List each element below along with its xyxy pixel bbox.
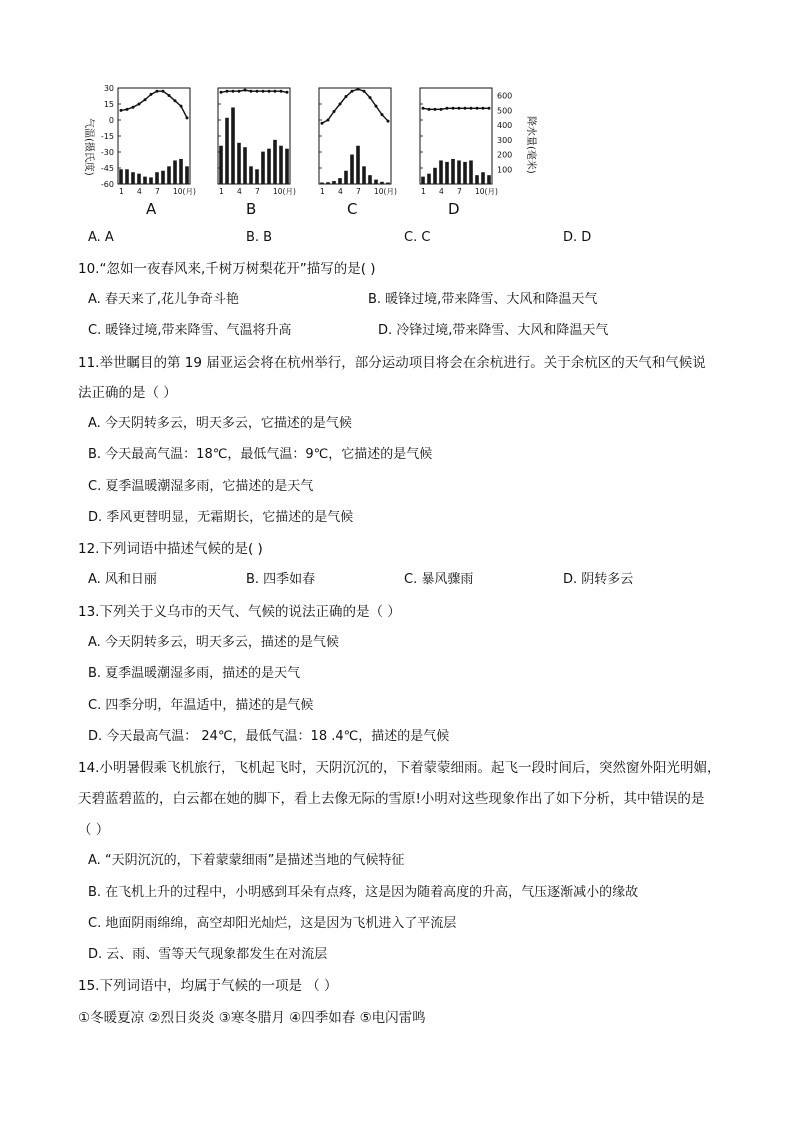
right-tick-label: 300 <box>497 135 513 145</box>
month-tick-label: 1 <box>320 187 325 196</box>
precipitation-bar <box>320 183 324 184</box>
chart-panel-label: D <box>448 200 460 218</box>
chart-frame <box>420 88 492 184</box>
precipitation-bar <box>344 171 348 184</box>
temperature-point <box>168 94 171 97</box>
question-10-stem: 10.“忽如一夜春风来,千树万树梨花开”描写的是( ) <box>78 261 376 277</box>
month-tick-label: 7 <box>356 187 361 196</box>
chart-panels <box>118 88 498 218</box>
precipitation-bar <box>237 143 241 184</box>
temperature-line <box>423 108 489 109</box>
temperature-point <box>256 90 259 93</box>
precipitation-bar <box>326 182 330 184</box>
precipitation-bar <box>481 172 485 184</box>
precipitation-bar <box>261 152 265 184</box>
precipitation-bar <box>368 175 372 184</box>
left-tick-label: 30 <box>103 84 114 93</box>
q9-option-d[interactable]: D. D <box>563 230 592 245</box>
right-axis-ticks <box>497 92 512 175</box>
temperature-point <box>452 107 455 110</box>
q9-option-b[interactable]: B. B <box>246 230 273 245</box>
temperature-point <box>464 107 467 110</box>
precipitation-bar <box>279 146 283 184</box>
month-tick-label: 1 <box>421 187 426 196</box>
left-tick-label: -45 <box>100 164 114 173</box>
q9-option-a[interactable]: A. A <box>88 230 114 245</box>
precipitation-bar <box>362 166 366 184</box>
temperature-line <box>121 91 187 118</box>
precipitation-bar <box>185 166 189 184</box>
temperature-point <box>186 116 189 119</box>
temperature-point <box>327 119 330 122</box>
q11-option-a[interactable]: A. 今天阴转多云，明天多云，它描述的是气候 <box>88 416 352 431</box>
precipitation-bar <box>125 169 129 184</box>
question-15-items: ①冬暖夏凉 ②烈日炎炎 ③寒冬腊月 ④四季如春 ⑤电闪雷鸣 <box>78 1010 426 1026</box>
temperature-point <box>268 90 271 93</box>
month-tick-label: 7 <box>155 187 160 196</box>
chart-panel-label: C <box>347 200 358 218</box>
temperature-point <box>244 89 247 92</box>
precipitation-bar <box>149 177 153 184</box>
precipitation-bar <box>225 118 229 184</box>
precipitation-bar <box>167 166 171 184</box>
temperature-point <box>446 107 449 110</box>
question-11-stem: 11.举世瞩目的第 19 届亚运会将在杭州举行，部分运动项目将会在余杭进行。关于余杭区的天气和气候说 <box>78 355 706 371</box>
month-tick-label: 4 <box>338 187 343 196</box>
month-tick-label: 7 <box>457 187 462 196</box>
question-12-stem: 12.下列词语中描述气候的是( ) <box>78 541 263 557</box>
chart-frame <box>319 88 391 184</box>
precipitation-bar <box>332 181 336 184</box>
precipitation-bar <box>285 149 289 184</box>
left-axis-label: 气温(摄氏度) <box>83 118 94 176</box>
temperature-point <box>156 90 159 93</box>
climate-chart-a <box>118 88 196 218</box>
question-15-stem: 15.下列词语中，均属于气候的一项是 （ ） <box>78 978 338 994</box>
left-tick-label: -15 <box>100 132 114 141</box>
q10-option-d[interactable]: D. 冷锋过境,带来降雪、大风和降温天气 <box>378 323 609 338</box>
precipitation-bar <box>143 177 147 184</box>
precipitation-bar <box>421 177 425 184</box>
q14-option-d[interactable]: D. 云、雨、雪等天气现象都发生在对流层 <box>88 947 328 962</box>
temperature-point <box>333 110 336 113</box>
right-axis-label: 降水量(毫米) <box>525 116 536 174</box>
chart-panel-label: B <box>246 200 257 218</box>
q13-option-d[interactable]: D. 今天最高气温： 24℃，最低气温：18 .4℃，描述的是气候 <box>88 729 450 744</box>
q12-option-b[interactable]: B. 四季如春 <box>246 572 316 587</box>
precipitation-bar <box>161 171 165 184</box>
q12-option-a[interactable]: A. 风和日丽 <box>88 572 157 587</box>
month-tick-label: 4 <box>137 187 142 196</box>
temperature-point <box>321 122 324 125</box>
temperature-point <box>250 90 253 93</box>
temperature-line <box>322 89 388 123</box>
temperature-point <box>126 108 129 111</box>
month-tick-label: 10(月) <box>374 187 397 196</box>
precipitation-bar <box>273 140 277 184</box>
temperature-point <box>132 106 135 109</box>
q9-option-c[interactable]: C. C <box>404 230 431 245</box>
question-14-stem: 14.小明暑假乘飞机旅行，飞机起飞时，天阴沉沉的，下着蒙蒙细雨。起飞一段时间后，突然窗外阳光明媚， <box>78 760 721 776</box>
precipitation-bar <box>445 162 449 184</box>
right-tick-label: 200 <box>497 150 513 160</box>
chart-panel-label: A <box>146 200 157 218</box>
precipitation-bar <box>487 175 491 184</box>
left-axis-ticks <box>101 84 114 189</box>
climate-chart-b <box>218 88 296 218</box>
temperature-point <box>422 107 425 110</box>
temperature-point <box>274 90 277 93</box>
temperature-point <box>220 91 223 94</box>
q11-option-d[interactable]: D. 季风更替明显，无霜期长，它描述的是气候 <box>88 510 354 525</box>
question-11-stem-cont: 法正确的是（ ） <box>78 385 177 401</box>
month-tick-label: 10(月) <box>173 187 196 196</box>
left-tick-label: -60 <box>100 180 114 189</box>
month-tick-label: 1 <box>119 187 124 196</box>
q13-option-b[interactable]: B. 夏季温暖潮湿多雨，描述的是天气 <box>88 666 301 681</box>
temperature-point <box>357 88 360 91</box>
right-tick-label: 400 <box>497 121 513 131</box>
temperature-point <box>458 107 461 110</box>
left-tick-label: 0 <box>108 116 114 125</box>
temperature-point <box>482 107 485 110</box>
precipitation-bar <box>267 149 271 184</box>
temperature-point <box>174 99 177 102</box>
question-13-stem: 13.下列关于义乌市的天气、气候的说法正确的是（ ） <box>78 604 401 620</box>
precipitation-bar <box>386 183 390 184</box>
temperature-point <box>428 108 431 111</box>
q10-option-a[interactable]: A. 春天来了,花儿争奇斗艳 <box>88 292 240 307</box>
precipitation-bar <box>463 162 467 184</box>
q14-option-a[interactable]: A. “天阴沉沉的，下着蒙蒙细雨”是描述当地的气候特征 <box>88 853 405 868</box>
q12-option-d[interactable]: D. 阴转多云 <box>563 572 634 587</box>
q14-option-b[interactable]: B. 在飞机上升的过程中，小明感到耳朵有点疼，这是因为随着高度的升高，气压逐渐减小的缘故 <box>88 885 639 900</box>
temperature-point <box>138 103 141 106</box>
month-tick-label: 4 <box>439 187 444 196</box>
temperature-point <box>144 98 147 101</box>
precipitation-bar <box>374 180 378 184</box>
precipitation-bar <box>231 107 235 184</box>
right-tick-label: 600 <box>497 91 513 101</box>
temperature-point <box>351 90 354 93</box>
question-14-stem-bracket: （ ） <box>78 822 110 838</box>
q14-option-c[interactable]: C. 地面阴雨绵绵，高空却阳光灿烂，这是因为飞机进入了平流层 <box>88 916 457 931</box>
temperature-point <box>262 90 265 93</box>
precipitation-bar <box>356 146 360 184</box>
month-tick-label: 7 <box>255 187 260 196</box>
precipitation-bar <box>439 160 443 184</box>
month-tick-label: 10(月) <box>475 187 498 196</box>
precipitation-bar <box>433 168 437 184</box>
precipitation-bar <box>179 159 183 184</box>
precipitation-bar <box>457 160 461 184</box>
temperature-point <box>470 107 473 110</box>
precipitation-bar <box>119 169 123 184</box>
q12-option-c[interactable]: C. 暴风骤雨 <box>404 572 474 587</box>
temperature-point <box>434 108 437 111</box>
q10-option-c[interactable]: C. 暖锋过境,带来降雪、气温将升高 <box>88 323 292 338</box>
precipitation-bar <box>243 147 247 184</box>
temperature-point <box>375 105 378 108</box>
climate-chart-d <box>420 88 498 218</box>
precipitation-bar <box>469 160 473 184</box>
temperature-point <box>280 90 283 93</box>
temperature-point <box>286 91 289 94</box>
right-tick-label: 100 <box>497 165 513 175</box>
precipitation-bar <box>137 174 141 184</box>
right-tick-label: 500 <box>497 106 513 116</box>
precipitation-bar <box>427 174 431 184</box>
precipitation-bar <box>350 155 354 184</box>
q11-option-c[interactable]: C. 夏季温暖潮湿多雨，它描述的是天气 <box>88 479 314 494</box>
precipitation-bar <box>219 146 223 184</box>
temperature-point <box>162 90 165 93</box>
temperature-point <box>369 96 372 99</box>
temperature-point <box>120 109 123 112</box>
temperature-point <box>387 120 390 123</box>
month-tick-label: 10(月) <box>273 187 296 196</box>
q10-option-b[interactable]: B. 暖锋过境,带来降雪、大风和降温天气 <box>368 292 598 307</box>
temperature-point <box>440 108 443 111</box>
precipitation-bar <box>173 160 177 184</box>
climate-chart-c <box>319 88 397 218</box>
temperature-point <box>150 93 153 96</box>
temperature-point <box>232 90 235 93</box>
precipitation-bar <box>249 166 253 184</box>
temperature-point <box>476 107 479 110</box>
temperature-point <box>339 103 342 106</box>
left-tick-label: 15 <box>103 100 114 109</box>
precipitation-bar <box>255 169 259 184</box>
temperature-point <box>226 90 229 93</box>
q13-option-c[interactable]: C. 四季分明，年温适中，描述的是气候 <box>88 698 314 713</box>
temperature-point <box>381 113 384 116</box>
temperature-point <box>238 90 241 93</box>
temperature-point <box>345 95 348 98</box>
precipitation-bar <box>475 175 479 184</box>
temperature-line <box>221 90 287 92</box>
month-tick-label: 1 <box>219 187 224 196</box>
month-tick-label: 4 <box>237 187 242 196</box>
question-14-stem-cont: 天碧蓝碧蓝的，白云都在她的脚下，看上去像无际的雪原!小明对这些现象作出了如下分析，其中错误的是 <box>78 791 705 807</box>
precipitation-bar <box>131 172 135 184</box>
q13-option-a[interactable]: A. 今天阴转多云，明天多云，描述的是气候 <box>88 635 339 650</box>
temperature-point <box>180 105 183 108</box>
precipitation-bar <box>451 159 455 184</box>
left-tick-label: -30 <box>100 148 114 157</box>
precipitation-bar <box>155 172 159 184</box>
temperature-point <box>488 107 491 110</box>
q11-option-b[interactable]: B. 今天最高气温：18℃，最低气温：9℃，它描述的是气候 <box>88 447 433 462</box>
precipitation-bar <box>380 182 384 184</box>
temperature-point <box>363 90 366 93</box>
precipitation-bar <box>338 178 342 184</box>
climate-charts <box>70 78 560 223</box>
